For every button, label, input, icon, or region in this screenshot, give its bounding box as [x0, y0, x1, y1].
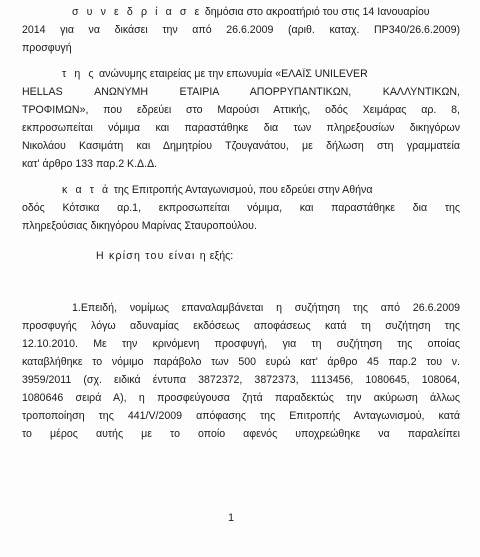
spaced-word: Η κρίση του είναι η: [96, 250, 207, 262]
text-line: [62, 184, 460, 197]
text-line: 1080646 σειρά Α), η προσφεύγουσα ζητά παραδεκτώς την ακύρωση άλλως: [22, 392, 460, 404]
section-heading: [96, 250, 460, 263]
line-text: της Επιτροπής Ανταγωνισμού, που εδρεύει στην Αθήνα: [110, 184, 373, 196]
text-line: 12.10.2010. Με την κρινόμενη προσφυγή, για τη συζήτηση της οποίας: [22, 338, 460, 350]
spaced-word: κ α τ ά: [62, 184, 111, 196]
text-line: κατ' άρθρο 133 παρ.2 Κ.Δ.Δ.: [22, 158, 158, 170]
text-line: τροποποίηση της 441/V/2009 απόφασης της Επιτροπής Ανταγωνισμού, κατά: [22, 410, 460, 422]
text-line: HELLAS ΑΝΩΝΥΜΗ ΕΤΑΙΡΙΑ ΑΠΟΡΡΥΠΑΝΤΙΚΩΝ, ΚΑΛΛΥΝΤΙΚΩΝ,: [22, 86, 460, 98]
text-line: το μέρος αυτής με το οποίο αφενός υποχρεώθηκε να παραλείπει: [22, 428, 460, 440]
line-text: ανώνυμης εταιρείας με την επωνυμία «ΕΛΑΪΣ UNILEVER: [96, 68, 368, 80]
text-line: εκπροσωπείται νόμιμα και παραστάθηκε δια των πληρεξουσίων δικηγόρων: [22, 122, 460, 134]
text-line: [72, 6, 460, 19]
line-text: δημόσια στο ακροατήριό του στις 14 Ιανουαρίου: [201, 6, 430, 18]
page-number: 1: [228, 512, 235, 524]
text-line: προσφυγή: [22, 42, 72, 54]
text-line: καταβλήθηκε το νόμιμο παράβολο των 500 ευρώ κατ' άρθρο 45 παρ.2 του ν.: [22, 356, 460, 368]
text-line: 3959/2011 (σχ. ειδικά έντυπα 3872372, 3872373, 1113456, 1080645, 108064,: [22, 374, 460, 386]
text-line: 2014 για να δικάσει την από 26.6.2009 (αριθ. καταχ. ΠΡ340/26.6.2009): [22, 24, 460, 36]
text-line: ΤΡΟΦΙΜΩΝ», που εδρεύει στο Μαρούσι Αττικής, οδός Χειμάρας αρ. 8,: [22, 104, 460, 116]
spaced-word: σ υ ν ε δ ρ ί α σ ε: [72, 6, 202, 18]
line-text: εξής:: [206, 250, 234, 262]
spaced-word: τ η ς: [62, 68, 97, 80]
text-line: οδός Κότσικα αρ.1, εκπροσωπείται νόμιμα, και παραστάθηκε δια της: [22, 202, 460, 214]
text-line: πληρεξούσιας δικηγόρου Μαρίνας Σταυροπούλου.: [22, 220, 257, 232]
text-line: Νικολάου Κασιμάτη και Δημητρίου Τζουγανάτου, με δήλωση στη γραμματεία: [22, 140, 460, 152]
text-line: προσφυγής λόγω αδυναμίας εκδόσεως αποφάσεως κατά τη συζήτηση της: [22, 320, 460, 332]
text-line: [62, 68, 460, 81]
text-line: 1.Επειδή, νομίμως επαναλαμβάνεται η συζήτηση της από 26.6.2009: [72, 302, 460, 314]
